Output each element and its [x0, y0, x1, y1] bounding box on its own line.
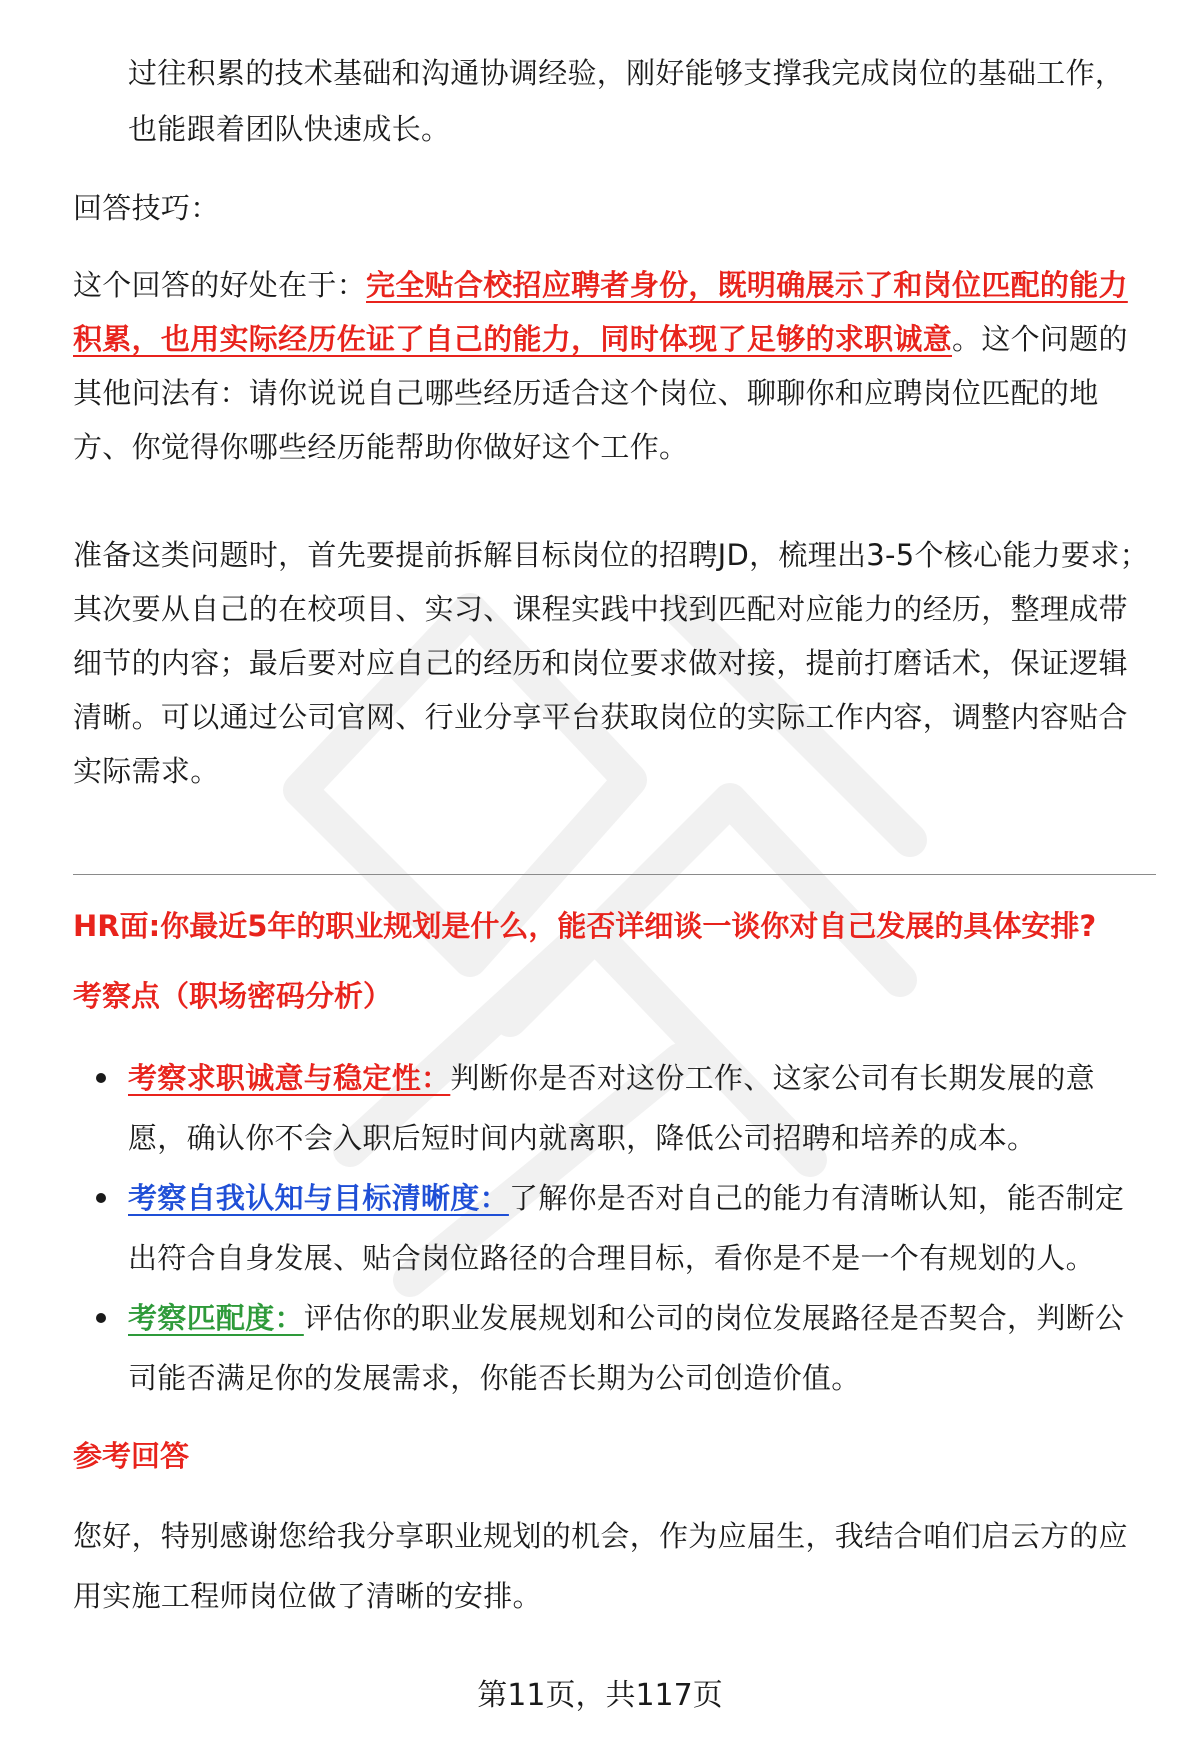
prep-paragraph: 准备这类问题时，首先要提前拆解目标岗位的招聘JD，梳理出3-5个核心能力要求；其次要从自己的在校项目、实习、课程实践中找到匹配对应能力的经历，整理成带细节的内容；最后要对应自己的经历和岗位要求做对接，提前打磨话术，保证逻辑清晰。可以通过公司官网、行业分享平台获取岗位的实际工作内容，调整内容贴合实际需求。: [73, 538, 1149, 788]
exam-points-heading: 考察点（职场密码分析）: [73, 979, 393, 1013]
tips-lead: 这个回答的好处在于：: [73, 268, 367, 302]
page-number-footer: 第11页，共117页: [477, 1678, 723, 1713]
tips-paragraph: [73, 258, 1153, 474]
bullet-dot: [96, 1073, 106, 1083]
interview-question: HR面:你最近5年的职业规划是什么，能否详细谈一谈你对自己发展的具体安排?: [73, 909, 1097, 943]
intro-line-2: 也能跟着团队快速成长。: [128, 112, 451, 146]
exam-point-3-label: 考察匹配度：: [128, 1301, 304, 1335]
exam-point-3: [128, 1288, 1153, 1408]
exam-point-1: [128, 1048, 1153, 1168]
bullet-dot: [96, 1313, 106, 1323]
exam-point-2-text: 了解你是否对自己的能力有清晰认知，能否制定出符合自身发展、贴合岗位路径的合理目标，看你是不是一个有规划的人。: [128, 1181, 1125, 1275]
exam-point-2: [128, 1168, 1153, 1288]
bullet-dot: [96, 1193, 106, 1203]
tips-highlight: 完全贴合校招应聘者身份，既明确展示了和岗位匹配的能力积累，也用实际经历佐证了自己的能力，同时体现了足够的求职诚意: [73, 268, 1128, 356]
section-divider: [73, 874, 1156, 875]
tips-rest: 。这个问题的其他问法有：请你说说自己哪些经历适合这个岗位、聊聊你和应聘岗位匹配的地方、你觉得你哪些经历能帮助你做好这个工作。: [73, 322, 1128, 464]
exam-point-3-text: 评估你的职业发展规划和公司的岗位发展路径是否契合，判断公司能否满足你的发展需求，你能否长期为公司创造价值。: [128, 1301, 1125, 1395]
exam-point-1-text: 判断你是否对这份工作、这家公司有长期发展的意愿，确认你不会入职后短时间内就离职，降低公司招聘和培养的成本。: [128, 1061, 1095, 1155]
reference-answer-text: 您好，特别感谢您给我分享职业规划的机会，作为应届生，我结合咱们启云方的应用实施工程师岗位做了清晰的安排。: [73, 1519, 1128, 1613]
intro-line-1: 过往积累的技术基础和沟通协调经验，刚好能够支撑我完成岗位的基础工作，: [128, 56, 1125, 90]
exam-point-1-label: 考察求职诚意与稳定性：: [128, 1061, 451, 1095]
exam-point-2-label: 考察自我认知与目标清晰度：: [128, 1181, 509, 1215]
reference-answer-heading: 参考回答: [73, 1439, 190, 1473]
tips-label: 回答技巧：: [73, 191, 220, 225]
